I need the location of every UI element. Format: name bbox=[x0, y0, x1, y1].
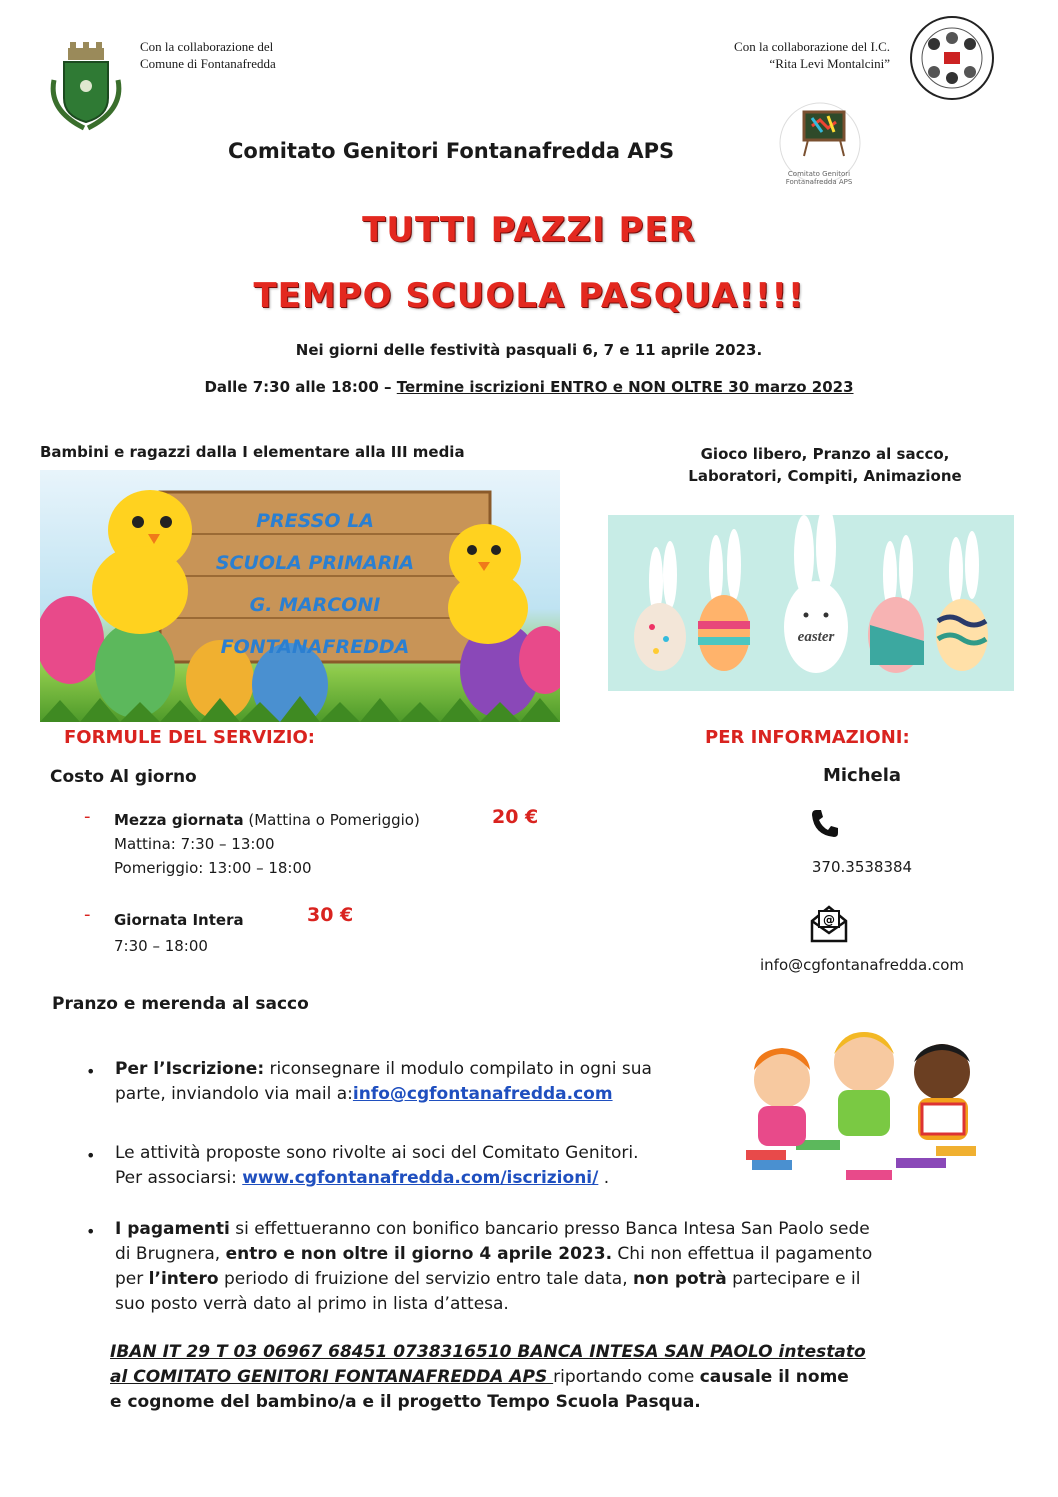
school-logo bbox=[908, 14, 996, 102]
full-day-price: 30 € bbox=[307, 904, 354, 926]
payments-text-5: periodo di fruizione del servizio entro tale data, bbox=[218, 1269, 634, 1289]
payments-text-4: per bbox=[115, 1269, 149, 1289]
payments-bold: I pagamenti bbox=[115, 1219, 230, 1239]
committee-logo bbox=[764, 96, 874, 190]
title-line2: TEMPO SCUOLA PASQUA!!!! bbox=[253, 276, 805, 316]
payments-text-2: di Brugnera, bbox=[115, 1244, 226, 1264]
comune-crest-logo bbox=[44, 40, 128, 132]
venue-line3: G. MARCONI bbox=[249, 594, 381, 616]
payments-text-7: suo posto verrà dato al primo in lista d’attesa. bbox=[115, 1294, 509, 1314]
info-email[interactable]: info@cgfontanafredda.com bbox=[759, 956, 965, 974]
info-heading: PER INFORMAZIONI: bbox=[705, 727, 910, 748]
bullet-2-line1: Le attività proposte sono rivolte ai soci del Comitato Genitori. bbox=[115, 1143, 639, 1163]
payments-text-6: partecipare e il bbox=[726, 1269, 861, 1289]
iban-causale: causale il nome bbox=[699, 1367, 849, 1387]
iban-line3: e cognome del bambino/a e il progetto Tempo Scuola Pasqua. bbox=[110, 1392, 701, 1412]
hours-text: Dalle 7:30 alle 18:00 – bbox=[204, 378, 392, 396]
bullet-1-dot: • bbox=[86, 1062, 96, 1081]
bullet-1-line2: parte, inviandolo via mail a: bbox=[115, 1084, 353, 1104]
title-line1: TUTTI PAZZI PER bbox=[362, 210, 696, 250]
bullet-2-line2: Per associarsi: bbox=[115, 1168, 243, 1188]
header-left-line1: Con la collaborazione del bbox=[140, 39, 274, 54]
iban-line2: al COMITATO GENITORI FONTANAFREDDA APS bbox=[110, 1367, 554, 1387]
half-day-afternoon: Pomeriggio: 13:00 – 18:00 bbox=[114, 859, 312, 877]
formule-heading: FORMULE DEL SERVIZIO: bbox=[64, 727, 315, 748]
venue-line1: PRESSO LA bbox=[256, 510, 374, 532]
bullet-1-bold: Per l’Iscrizione: bbox=[115, 1059, 265, 1079]
registration-email-link[interactable]: info@cgfontanafredda.com bbox=[352, 1084, 613, 1104]
info-name: Michela bbox=[822, 765, 902, 786]
bullet-1-text: riconsegnare il modulo compilato in ogni sua bbox=[264, 1059, 652, 1079]
venue-line2: SCUOLA PRIMARIA bbox=[215, 552, 415, 574]
phone-icon bbox=[808, 806, 842, 840]
payments-cannot: non potrà bbox=[633, 1269, 727, 1289]
committee-name: Comitato Genitori Fontanafredda APS bbox=[228, 139, 675, 163]
half-day-morning: Mattina: 7:30 – 13:00 bbox=[114, 835, 275, 853]
full-day-hours: 7:30 – 18:00 bbox=[114, 937, 208, 955]
activities-line1: Gioco libero, Pranzo al sacco, bbox=[700, 445, 950, 463]
header-right-line2: “Rita Levi Montalcini” bbox=[769, 56, 890, 71]
info-phone[interactable]: 370.3538384 bbox=[811, 858, 913, 876]
payments-deadline: entro e non oltre il giorno 4 aprile 2023. bbox=[225, 1244, 613, 1264]
dates-line: Nei giorni delle festività pasquali 6, 7 e 11 aprile 2023. bbox=[295, 341, 763, 359]
easter-eggs-illustration bbox=[608, 515, 1014, 691]
payments-whole: l’intero bbox=[148, 1269, 219, 1289]
payments-text-1: si effettueranno con bonifico bancario presso Banca Intesa San Paolo sede bbox=[229, 1219, 870, 1239]
deadline-text: Termine iscrizioni ENTRO e NON OLTRE 30 marzo 2023 bbox=[396, 378, 854, 396]
half-day-dash: - bbox=[84, 806, 91, 827]
bullet-2-end: . bbox=[598, 1168, 610, 1188]
venue-line4: FONTANAFREDDA bbox=[220, 636, 410, 658]
half-day-name: Mezza giornata bbox=[114, 811, 244, 829]
full-day-dash: - bbox=[84, 904, 91, 925]
lunch-text: Pranzo e merenda al sacco bbox=[52, 994, 309, 1014]
membership-link[interactable]: www.cgfontanafredda.com/iscrizioni/ bbox=[242, 1168, 599, 1188]
activities-line2: Laboratori, Compiti, Animazione bbox=[688, 467, 962, 485]
kids-reading-illustration bbox=[736, 1010, 998, 1190]
svg-text:@: @ bbox=[823, 913, 835, 927]
cost-label: Costo Al giorno bbox=[50, 767, 197, 787]
audience-text: Bambini e ragazzi dalla I elementare alla III media bbox=[40, 443, 465, 461]
header-right-line1: Con la collaborazione del I.C. bbox=[734, 39, 890, 54]
payments-text-3: Chi non effettua il pagamento bbox=[612, 1244, 873, 1264]
easter-label: easter bbox=[797, 629, 835, 645]
bullet-2-dot: • bbox=[86, 1146, 96, 1165]
iban-line2-end: riportando come bbox=[553, 1367, 700, 1387]
half-day-note: (Mattina o Pomeriggio) bbox=[248, 811, 420, 829]
header-left-line2: Comune di Fontanafredda bbox=[140, 56, 276, 71]
bullet-3-dot: • bbox=[86, 1222, 96, 1241]
half-day-price: 20 € bbox=[492, 806, 539, 828]
iban-line1: IBAN IT 29 T 03 06967 68451 0738316510 BANCA INTESA SAN PAOLO intestato bbox=[110, 1342, 866, 1362]
full-day-name: Giornata Intera bbox=[114, 911, 244, 929]
committee-logo-text: Comitato Genitori Fontanafredda APS bbox=[785, 170, 853, 186]
email-icon bbox=[808, 903, 850, 945]
